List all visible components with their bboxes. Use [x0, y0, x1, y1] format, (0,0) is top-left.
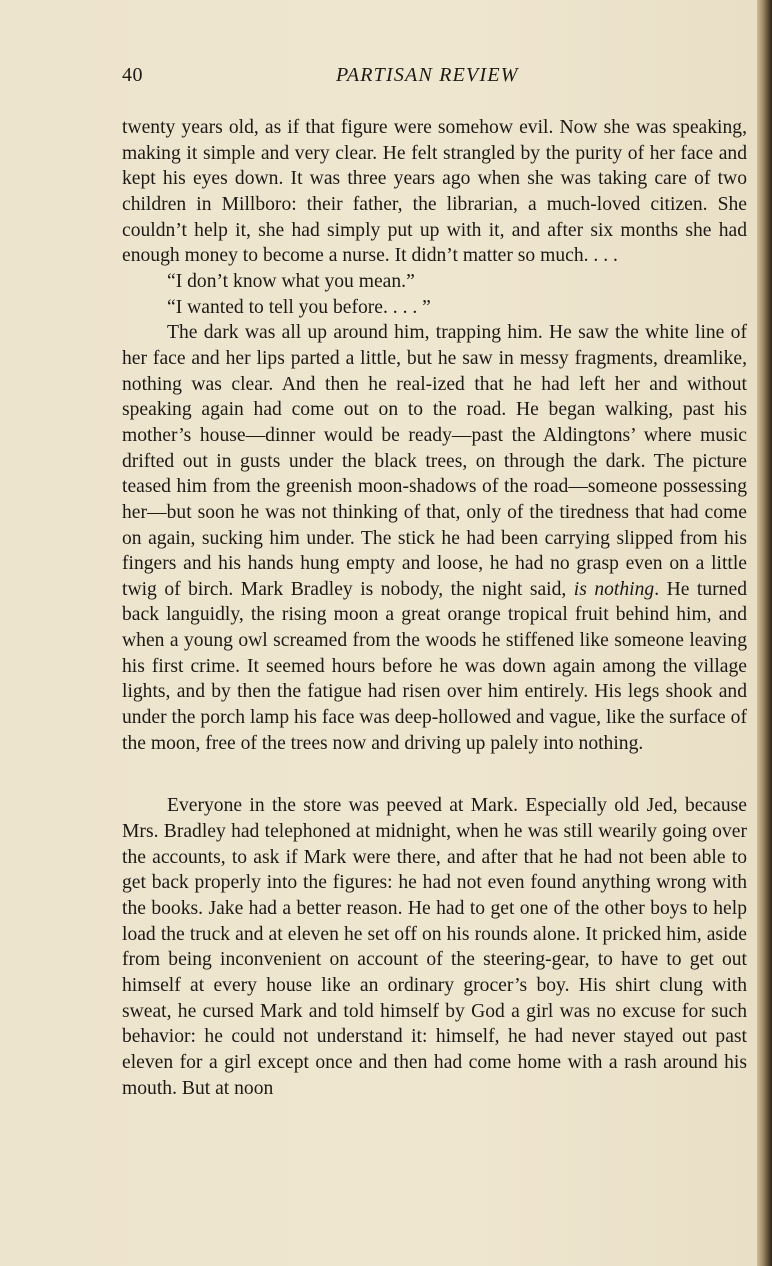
- page-header: [122, 64, 747, 94]
- paragraph-walk: [122, 320, 747, 756]
- dialogue-line-1: “I don’t know what you mean.”: [167, 270, 415, 292]
- paragraph-walk-text-before: The dark was all up around him, trapping him. He saw the white line of her face and her lips parted a little, but he saw in messy fragments, dreamlike, nothing was clear. And then he real-ized that he had left her and without speaking again had come out on to the road. He began walking, past his mother’s house—dinner would be ready—past the Aldingtons’ where music drifted out in gusts under the black trees, on through the dark. The picture teased him from the greenish moon-shadows of the road—someone possessing her—but soon he was not thinking of that, only of the tiredness that had come on again, sucking him under. The stick he had been carrying slipped from his fingers and his hands hung empty and loose, he had no grasp even on a little twig of birch. Mark Bradley is nobody, the night said,: [122, 322, 747, 600]
- running-title: PARTISAN REVIEW: [336, 64, 519, 86]
- dialogue-line-2: “I wanted to tell you before. . . . ”: [167, 296, 431, 318]
- paragraph-walk-text-after: . He turned back languidly, the rising moon a great orange tropical fruit behind him, and when a young owl screamed from the woods he stiffened like someone leaving his first crime. It seemed hours before he was down again among the village lights, and by then the fatigue had risen over him entirely. His legs shook and under the porch lamp his face was deep-hollowed and vague, like the surface of the moon, free of the trees now and driving up palely into nothing.: [122, 578, 747, 754]
- paragraph-store: Everyone in the store was peeved at Mark. Especially old Jed, because Mrs. Bradley had telephoned at midnight, when he was still wearily going over the accounts, to ask if Mark were there, and after that he had not been able to get back properly into the figures: he had not even found anything wrong with the books. Jake had a better reason. He had to get one of the other boys to help load the truck and at eleven he set off on his rounds alone. It pricked him, aside from being inconvenient on account of the steering-gear, to have to get out himself at every house like an ordinary grocer’s boy. His shirt clung with sweat, he cursed Mark and told himself by God a girl was no excuse for such behavior: he could not understand it: himself, he had never stayed out past eleven for a girl except once and then had come home with a rash around his mouth. But at noon: [122, 795, 747, 1099]
- body-text: [122, 115, 747, 1101]
- page-number: 40: [122, 64, 143, 86]
- page-edge-shadow: [757, 0, 772, 1266]
- paragraph-1: twenty years old, as if that figure were somehow evil. Now she was speaking, making it simple and very clear. He felt strangled by the purity of her face and kept his eyes down. It was three years ago when she was taking care of two children in Millboro: their father, the librarian, a much-loved citizen. She couldn’t help it, she had simply put up with it, and after six months she had enough money to become a nurse. It didn’t matter so much. . . .: [122, 117, 747, 267]
- emphasis-is-nothing: is nothing: [573, 578, 655, 600]
